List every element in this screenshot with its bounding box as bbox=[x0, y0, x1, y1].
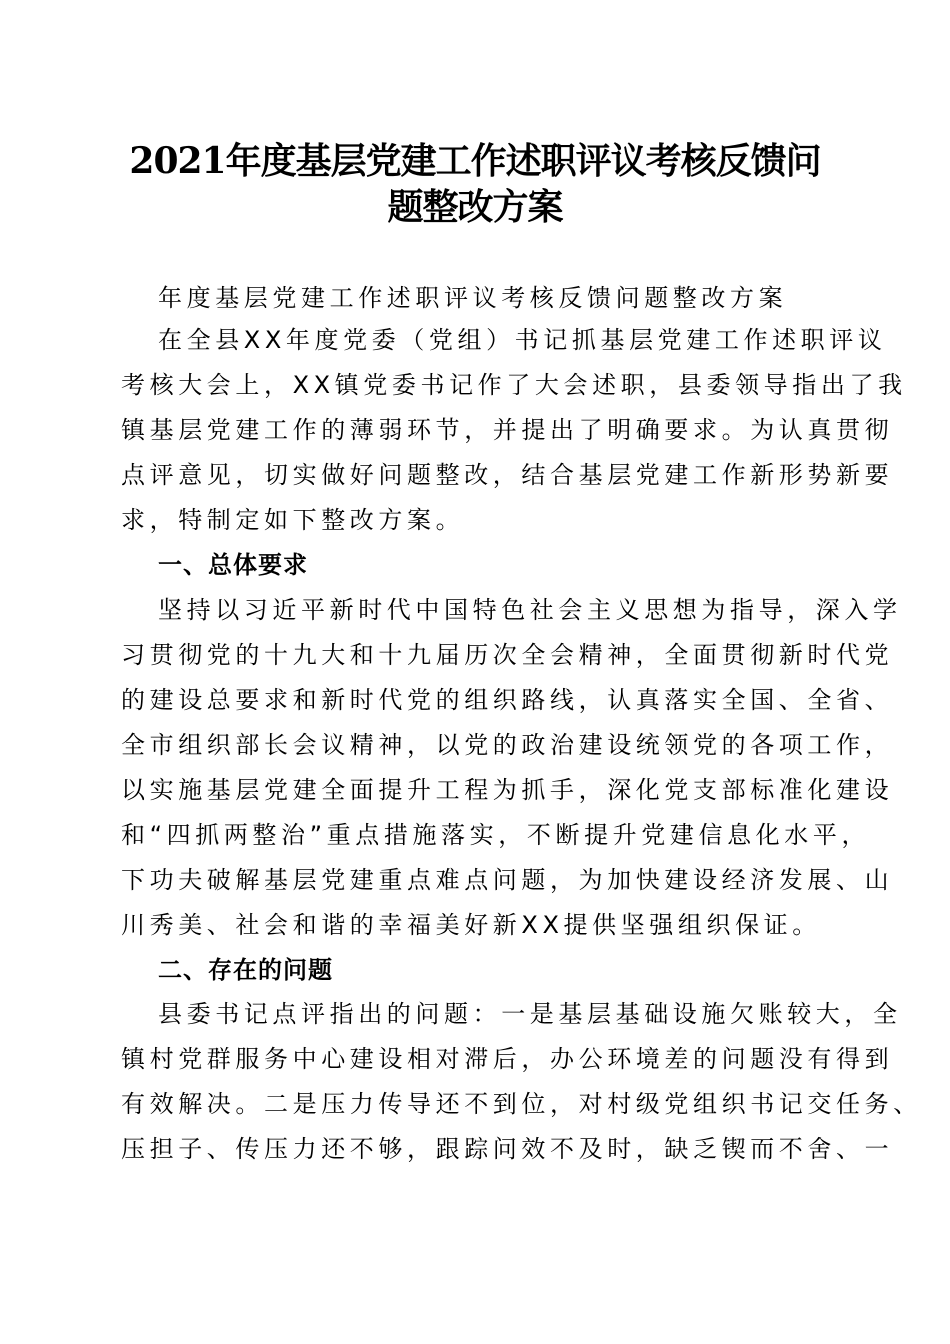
document-title-line-2: 题整改方案 bbox=[387, 186, 563, 228]
section1-line: 以实施基层党建全面提升工程为抓手，深化党支部标准化建设 bbox=[121, 776, 894, 804]
section-heading-general-requirements: 一、总体要求 bbox=[158, 551, 308, 579]
section2-line: 有效解决。二是压力传导还不到位，对村级党组织书记交任务、 bbox=[121, 1090, 922, 1118]
section1-line: 习贯彻党的十九大和十九届历次全会精神，全面贯彻新时代党 bbox=[121, 641, 894, 669]
document-title-line-1: 2021年度基层党建工作述职评议考核反馈问 bbox=[129, 140, 821, 182]
section2-line: 县委书记点评指出的问题：一是基层基础设施欠账较大，全 bbox=[158, 1000, 902, 1028]
section2-line: 压担子、传压力还不够，跟踪问效不及时，缺乏锲而不舍、一 bbox=[121, 1135, 894, 1163]
section-heading-existing-problems: 二、存在的问题 bbox=[158, 956, 333, 984]
section1-line: 的建设总要求和新时代党的组织路线，认真落实全国、全省、 bbox=[121, 686, 894, 714]
intro-line: 求，特制定如下整改方案。 bbox=[121, 506, 465, 534]
intro-line: 镇基层党建工作的薄弱环节，并提出了明确要求。为认真贯彻 bbox=[121, 416, 894, 444]
intro-line: 在全县XX年度党委（党组）书记抓基层党建工作述职评议 bbox=[158, 326, 887, 354]
section1-line: 下功夫破解基层党建重点难点问题，为加快建设经济发展、山 bbox=[121, 866, 894, 894]
section1-line: 川秀美、社会和谐的幸福美好新XX提供坚强组织保证。 bbox=[121, 911, 821, 939]
section2-line: 镇村党群服务中心建设相对滞后，办公环境差的问题没有得到 bbox=[121, 1045, 894, 1073]
intro-line: 考核大会上，XX镇党委书记作了大会述职，县委领导指出了我 bbox=[121, 371, 907, 399]
section1-line: 和“四抓两整治”重点措施落实，不断提升党建信息化水平， bbox=[121, 821, 871, 849]
intro-line: 点评意见，切实做好问题整改，结合基层党建工作新形势新要 bbox=[121, 461, 894, 489]
document-subtitle: 年度基层党建工作述职评议考核反馈问题整改方案 bbox=[158, 284, 788, 312]
section1-line: 全市组织部长会议精神，以党的政治建设统领党的各项工作， bbox=[121, 731, 894, 759]
section1-line: 坚持以习近平新时代中国特色社会主义思想为指导，深入学 bbox=[158, 596, 902, 624]
